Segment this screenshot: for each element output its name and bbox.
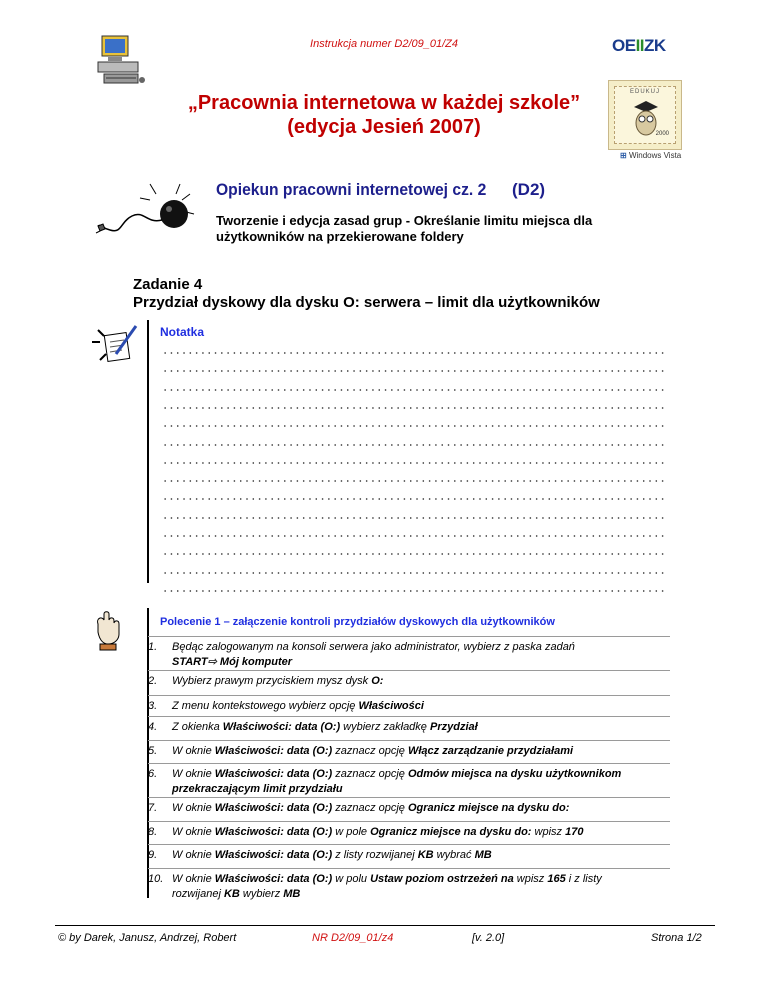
module-title: Opiekun pracowni internetowej cz. 2 — [216, 180, 487, 199]
notes-line — [162, 425, 668, 427]
step-number: 1. — [148, 641, 158, 653]
notes-line — [162, 352, 668, 354]
step-separator — [148, 868, 670, 869]
step-text: W oknie Właściwości: data (O:) w polu Ustaw poziom ostrzeżeń na wpisz 165 i z listy rozwijanej KB wybierz MB — [172, 873, 602, 900]
footer-divider — [55, 925, 715, 926]
step-text: Wybierz prawym przyciskiem mysz dysk O: — [172, 675, 384, 687]
notes-line — [162, 572, 668, 574]
computer-icon — [96, 32, 148, 88]
instruction-number: Instrukcja numer D2/09_01/Z4 — [310, 38, 458, 50]
step-separator — [148, 740, 670, 741]
notes-line — [162, 462, 668, 464]
bomb-icon — [92, 180, 202, 244]
step-item — [148, 801, 670, 816]
step-number: 8. — [148, 826, 158, 838]
module-subtitle-line1: Tworzenie i edycja zasad grup - Określanie limitu miejsca dla — [216, 213, 593, 228]
step-number: 5. — [148, 745, 158, 757]
footer-page: Strona 1/2 — [651, 932, 702, 944]
step-number: 3. — [148, 700, 158, 712]
notes-line — [162, 370, 668, 372]
step-number: 6. — [148, 768, 158, 780]
step-text: W oknie Właściwości: data (O:) w pole Ogranicz miejsce na dysku do: wpisz 170 — [172, 826, 584, 838]
step-item — [148, 744, 670, 759]
notes-divider — [147, 320, 149, 583]
step-item — [148, 872, 670, 902]
step-number: 10. — [148, 873, 164, 885]
windows-logo-text: Windows Vista — [628, 151, 682, 160]
step-separator — [148, 636, 670, 637]
notes-line — [162, 590, 668, 592]
task-title-line2: Przydział dyskowy dla dysku O: serwera – limit dla użytkowników — [133, 294, 600, 311]
task-title-line1: Zadanie 4 — [133, 276, 203, 293]
windows-vista-logo: ⊞ Windows Vista — [620, 151, 682, 160]
step-number: 4. — [148, 721, 158, 733]
step-text: W oknie Właściwości: data (O:) zaznacz opcję Ogranicz miejsce na dysku do: — [172, 802, 570, 814]
oeiizk-logo: OEIIZK — [612, 36, 666, 55]
step-separator — [148, 763, 670, 764]
step-item — [148, 674, 670, 689]
module-code: (D2) — [512, 180, 546, 199]
step-separator — [148, 797, 670, 798]
notes-line — [162, 535, 668, 537]
page-title-line2: (edycja Jesień 2007) — [287, 116, 481, 138]
footer-nr: NR D2/09_01/z4 — [312, 932, 394, 944]
step-item — [148, 699, 670, 714]
step-text: Z okienka Właściwości: data (O:) wybierz zakładkę Przydział — [172, 721, 478, 733]
notes-line — [162, 553, 668, 555]
step-separator — [148, 670, 670, 671]
step-text: Będąc zalogowanym na konsoli serwera jako administrator, wybierz z paska zadań START⇨ Mój komputer — [172, 641, 575, 668]
step-number: 2. — [148, 675, 158, 687]
step-number: 7. — [148, 802, 158, 814]
notes-line — [162, 517, 668, 519]
step-item — [148, 720, 670, 735]
step-text: W oknie Właściwości: data (O:) z listy rozwijanej KB wybrać MB — [172, 849, 492, 861]
step-separator — [148, 695, 670, 696]
notes-line — [162, 444, 668, 446]
footer-version: [v. 2.0] — [472, 932, 505, 944]
step-number: 9. — [148, 849, 158, 861]
step-text: W oknie Właściwości: data (O:) zaznacz opcję Włącz zarządzanie przydziałami — [172, 745, 574, 757]
hand-pointer-icon — [92, 610, 132, 652]
step-item — [148, 825, 670, 840]
notes-line — [162, 480, 668, 482]
notes-line — [162, 498, 668, 500]
step-item — [148, 848, 670, 863]
step-separator — [148, 716, 670, 717]
step-text: W oknie Właściwości: data (O:) zaznacz opcję Odmów miejsca na dysku użytkownikom przekraczającym limit przydziału — [172, 768, 622, 795]
notes-line — [162, 407, 668, 409]
edukuj-stamp — [608, 80, 682, 150]
module-subtitle-line2: użytkowników na przekierowane foldery — [216, 229, 464, 244]
step-separator — [148, 821, 670, 822]
step-separator — [148, 844, 670, 845]
stamp-label: EDUKUJ — [629, 89, 660, 95]
step-item — [148, 640, 670, 670]
step-text: Z menu kontekstowego wybierz opcję Właściwości — [172, 700, 424, 712]
command-title: Polecenie 1 – załączenie kontroli przydziałów dyskowych dla użytkowników — [160, 616, 555, 628]
notes-line — [162, 389, 668, 391]
notes-label: Notatka — [160, 325, 205, 339]
stamp-year: 2000 — [655, 131, 669, 137]
step-item — [148, 767, 670, 797]
note-pen-icon — [90, 322, 140, 370]
footer-authors: © by Darek, Janusz, Andrzej, Robert — [58, 932, 237, 944]
page-title-line1: „Pracownia internetowa w każdej szkole” — [187, 92, 581, 114]
